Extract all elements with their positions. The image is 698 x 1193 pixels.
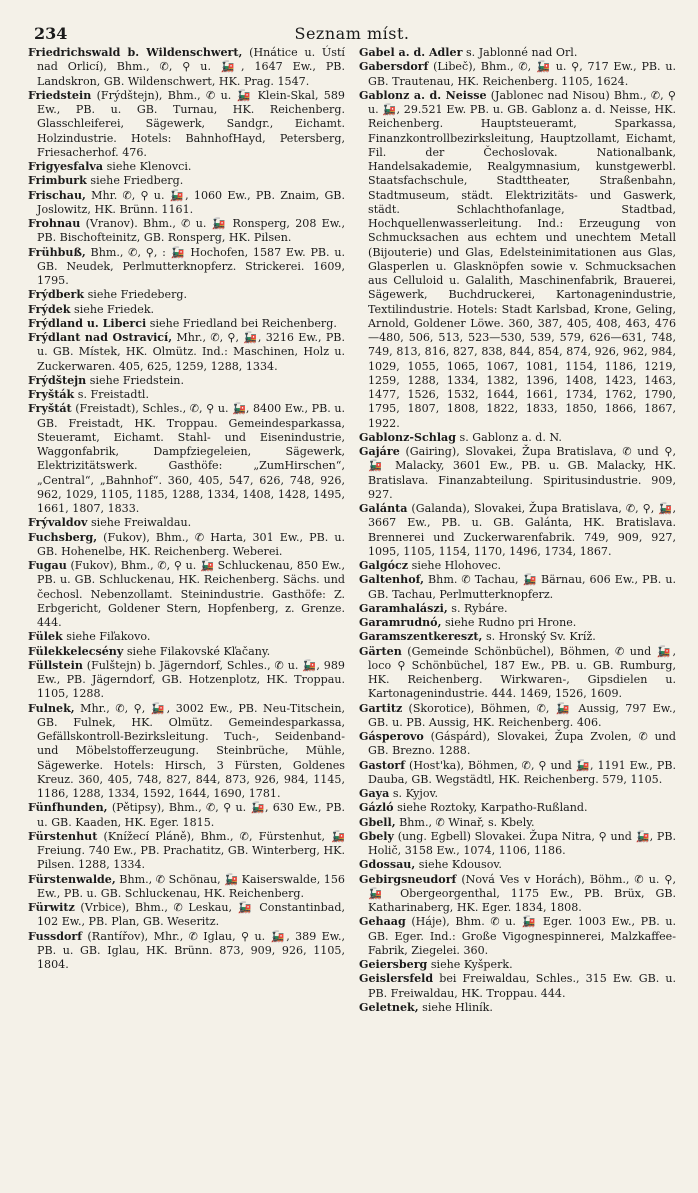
entry-text: Bhm., ✆, ⚲, : 🚂 Hochofen, 1587 Ew. PB. u. GB. Neudek, Perlmutterknopferz. Strickerei. 1609, 1795.: [37, 245, 346, 287]
entry-headword: Friedrichswald b. Wildenschwert,: [28, 46, 243, 59]
index-entry: [359, 559, 676, 573]
index-entry: [28, 531, 345, 560]
entry-headword: Gbely: [359, 829, 394, 843]
entry-text: s. Jablonné nad Orl.: [465, 46, 578, 59]
entry-text: (Skorotice), Böhmen, ✆, 🚂 Aussig, 797 Ew., GB. u. PB. Aussig, HK. Reichenberg. 406.: [368, 701, 676, 729]
entry-headword: Fürstenhut: [28, 829, 98, 843]
entry-headword: Garamhalászi,: [359, 601, 448, 615]
index-entry: [28, 46, 345, 89]
entry-headword: Frývaldov: [28, 516, 88, 530]
entry-headword: Galgócz: [359, 559, 409, 572]
index-entry: [28, 645, 345, 659]
entry-headword: Gásperovo: [359, 730, 424, 743]
entry-headword: Frohnau: [28, 217, 81, 230]
entry-headword: Garamszentkereszt,: [359, 630, 483, 644]
entry-text: (Freistadt), Schles., ✆, ⚲ u. 🚂, 8400 Ew., PB. u. GB. Freistadt, HK. Troppau. Gemeindesparkassa, Steueramt, Eichamt. Stahl- und Eisenindustrie, Waggonfabrik, Dampfziegeleien, Sägewerk, Elektrizitätswerk. Gasthöfe: „ZumHirschen“, „Central“, „Bahnhof“. 360, 405, 547, 626, 748, 926, 962, 1029, 1105, 1185, 1288, 1334, 1408, 1428, 1495, 1661, 1807, 1833.: [37, 402, 345, 515]
entry-text: s. Gablonz a. d. N.: [459, 430, 562, 444]
index-entry: [28, 702, 345, 802]
index-entry: [359, 730, 676, 759]
entry-headword: Frýdštejn: [28, 373, 87, 387]
entry-headword: Fussdorf: [28, 929, 83, 943]
entry-headword: Gehaag: [359, 915, 406, 929]
running-title: Seznam míst.: [294, 24, 410, 43]
index-entry: [359, 702, 676, 731]
index-entry: [359, 89, 676, 431]
entry-text: s. Freistadtl.: [77, 388, 150, 401]
entry-headword: Fugau: [28, 559, 67, 572]
entry-headword: Fürwitz: [28, 901, 75, 914]
entry-headword: Geletnek,: [359, 1000, 419, 1014]
entry-text: Mhr., ✆, ⚲, 🚂, 3002 Ew., PB. Neu-Titschein, GB. Fulnek, HK. Olmütz. Gemeindesparkassa, Gefällskontroll-Bezirksleitung. Tuch-, Seidenband- und Möbelstofferzeugung. Steinbrüche, Mühle, Sägewerke. Hotels: Hirsch, 3 Fürsten, Goldenes Kreuz. 360, 405, 748, 827, 844, 873, 926, 984, 1145, 1186, 1288, 1334, 1592, 1644, 1690, 1781.: [37, 701, 345, 800]
entry-text: siehe Rudno pri Hrone.: [444, 616, 577, 629]
entry-headword: Frýdlant nad Ostravicí,: [28, 331, 173, 344]
entry-headword: Fryštát: [28, 402, 72, 416]
index-entry: [28, 516, 345, 530]
entry-text: siehe Friedeberg.: [87, 288, 188, 302]
entry-headword: Frýdek: [28, 302, 71, 316]
index-entry: [28, 930, 345, 973]
entry-headword: Gartitz: [359, 701, 403, 715]
entry-headword: Gastorf: [359, 758, 406, 772]
entry-text: siehe Friedberg.: [90, 174, 184, 188]
entry-text: siehe Fiľakovo.: [66, 630, 151, 644]
entry-text: s. Kyjov.: [392, 787, 439, 800]
entry-text: (Fukov), Bhm., ✆, ⚲ u. 🚂 Schluckenau, 850 Ew., PB. u. GB. Schluckenau, HK. Reichenberg. Sächs. und čechosl. Nebenzollamt. Steinindustrie. Gasthöfe: Z. Erbgericht, Goldener Stern, Hopfenberg, z. Grenze. 444.: [37, 559, 345, 629]
entry-text: siehe Filakovské Kľačany.: [126, 644, 271, 658]
entry-headword: Friedstein: [28, 88, 92, 102]
index-entry: [28, 630, 345, 644]
entry-text: siehe Roztoky, Karpatho-Rußland.: [397, 801, 588, 815]
entry-headword: Frýdland u. Liberci: [28, 316, 147, 330]
index-entry: [28, 189, 345, 218]
entry-text: siehe Friedek.: [74, 302, 155, 316]
entry-text: Bhm. ✆ Tachau, 🚂 Bärnau, 606 Ew., PB. u. GB. Tachau, Perlmutterknopferz.: [368, 573, 676, 601]
entry-headword: Gablonz a. d. Neisse: [359, 88, 487, 102]
index-entry: [28, 374, 345, 388]
index-entry: [28, 801, 345, 830]
entry-headword: Geislersfeld: [359, 972, 434, 986]
entry-headword: Geiersberg: [359, 958, 428, 971]
index-entry: [359, 502, 676, 559]
page-header: [28, 14, 676, 44]
entry-text: siehe Kyšperk.: [430, 958, 513, 971]
entry-headword: Füllstein: [28, 658, 83, 672]
index-entry: [359, 915, 676, 958]
entry-headword: Gärten: [359, 644, 402, 658]
index-entry: [28, 246, 345, 289]
index-entry: [359, 46, 676, 60]
page-number: 234: [34, 24, 68, 43]
entry-headword: Frischau,: [28, 188, 86, 202]
index-entry: [28, 901, 345, 930]
entry-headword: Gajáre: [359, 445, 400, 458]
entry-headword: Gabel a. d. Adler: [359, 46, 463, 59]
entry-text: (ung. Egbell) Slovakei. Župa Nitra, ⚲ und 🚂, PB. Holič, 3158 Ew., 1074, 1106, 1186.: [368, 829, 677, 857]
entry-headword: Fuchsberg,: [28, 530, 98, 544]
entry-text: (Nová Ves v Horách), Böhm., ✆ u. ⚲, 🚂 Obergeorgenthal, 1175 Ew., PB. Brüx, GB. Katharinaberg, HK. Eger. 1834, 1808.: [368, 872, 677, 914]
index-entry: [359, 645, 676, 702]
index-entry: [28, 317, 345, 331]
index-entry: [359, 630, 676, 644]
entry-headword: Gázló: [359, 801, 394, 815]
entry-text: (Host'ka), Böhmen, ✆, ⚲ und 🚂, 1191 Ew., PB. Dauba, GB. Wegstädtl, HK. Reichenberg. 579, 1105.: [368, 758, 676, 786]
entry-text: (Rantířov), Mhr., ✆ Iglau, ⚲ u. 🚂, 389 Ew., PB. u. GB. Iglau, HK. Brünn. 873, 909, 926, 1105, 1804.: [37, 929, 345, 971]
index-entry: [28, 659, 345, 702]
column-left: [28, 46, 345, 1015]
index-entry: [28, 873, 345, 902]
entry-headword: Fürstenwalde,: [28, 872, 116, 886]
entry-headword: Frimburk: [28, 174, 87, 188]
entry-text: siehe Hlohovec.: [411, 559, 501, 572]
index-entry: [359, 816, 676, 830]
entry-headword: Frýdberk: [28, 288, 85, 302]
entry-headword: Frühbuß,: [28, 245, 86, 259]
entry-text: Bhm., ✆ Schönau, 🚂 Kaiserswalde, 156 Ew., PB. u. GB. Schluckenau, HK. Reichenberg.: [37, 872, 345, 900]
entry-text: Mhr. ✆, ⚲ u. 🚂, 1060 Ew., PB. Znaim, GB. Joslowitz, HK. Brünn. 1161.: [37, 188, 345, 216]
index-entry: [359, 445, 676, 502]
entry-text: (Háje), Bhm. ✆ u. 🚂 Eger. 1003 Ew., PB. u. GB. Eger. Ind.: Große Vigognespinnerei, Malzkaffee-Fabrik, Ziegelei. 360.: [368, 915, 676, 957]
entry-text: siehe Klenovci.: [106, 160, 192, 173]
entry-text: (Jablonec nad Nisou) Bhm., ✆, ⚲ u. 🚂, 29.521 Ew. PB. u. GB. Gablonz a. d. Neisse, HK. Reichenberg. Hauptsteueramt, Sparkassa, Finanzkontrollbezirksleitung, Hauptzollamt, Eichamt, Fil. der Čechoslovak. Nationalbank, Handelsakademie, Realgymnasium, kunstgewerbl. Staatsfachschule, Stadttheater, Straßenbahn, Stadtmuseum, städt. Elektrizitäts- und Gaswerk, städt. Schlachthofanlage, Stadtbad, Hochquellenwasserleitung. Ind.: Erzeugung von Schmucksachen aus echtem und unechtem Metall (Bijouterie) und Glas, Edelsteinimitationen aus Glas, Glasperlen u. Glasknöpfen sowie v. Schmucksachen aus Celluloid u. Galalith, Maschinenfabrik, Brauerei, Sägewerk, Buchdruckerei, Kartonagenindustrie, Textilindustrie. Hotels: Stadt Karlsbad, Krone, Geling, Arnold, Goldener Löwe. 360, 387, 405, 408, 463, 476—480, 506, 513, 523—530, 539, 579, 626—631, 748, 749, 813, 816, 827, 838, 844, 854, 874, 926, 962, 984, 1029, 1055, 1065, 1067, 1081, 1154, 1186, 1219, 1259, 1288, 1334, 1382, 1396, 1408, 1423, 1463, 1477, 1526, 1532, 1644, 1661, 1734, 1762, 1790, 1795, 1807, 1808, 1822, 1833, 1850, 1866, 1867, 1922.: [368, 88, 676, 430]
index-entry: [359, 873, 676, 916]
index-entry: [28, 559, 345, 630]
entry-text: (Fulštejn) b. Jägerndorf, Schles., ✆ u. 🚂, 989 Ew., PB. Jägerndorf, GB. Hotzenplotz, HK. Troppau. 1105, 1288.: [37, 658, 345, 701]
index-entry: [359, 858, 676, 872]
index-entry: [28, 303, 345, 317]
entry-text: Mhr., ✆, ⚲, 🚂, 3216 Ew., PB. u. GB. Místek, HK. Olmütz. Ind.: Maschinen, Holz u. Zuckerwaren. 405, 625, 1259, 1288, 1334.: [37, 331, 345, 373]
entry-text: Bhm., ✆ Winař, s. Kbely.: [399, 815, 535, 829]
index-entry: [359, 759, 676, 788]
entry-headword: Gbell,: [359, 815, 396, 829]
entry-text: siehe Kdousov.: [418, 858, 502, 872]
entry-text: (Pětipsy), Bhm., ✆, ⚲ u. 🚂, 630 Ew., PB. u. GB. Kaaden, HK. Eger. 1815.: [37, 801, 346, 829]
index-entry: [359, 787, 676, 801]
entry-text: (Hnátice u. Ústí nad Orlicí), Bhm., ✆, ⚲ u. 🚂, 1647 Ew., PB. Landskron, GB. Wildenschwert, HK. Prag. 1547.: [37, 46, 345, 88]
entry-text: bei Freiwaldau, Schles., 315 Ew. GB. u. PB. Freiwaldau, HK. Troppau. 444.: [368, 972, 676, 1000]
entry-headword: Gabersdorf: [359, 60, 429, 74]
entry-headword: Garamrudnó,: [359, 616, 442, 629]
entry-text: (Gairing), Slovakei, Župa Bratislava, ✆ und ⚲, 🚂 Malacky, 3601 Ew., PB. u. GB. Malacky, HK. Bratislava. Finanzabteilung. Spiritusindustrie. 909, 927.: [368, 445, 676, 501]
entry-text: (Libeč), Bhm., ✆, 🚂 u. ⚲, 717 Ew., PB. u. GB. Trautenau, HK. Reichenberg. 1105, 1624.: [368, 60, 676, 88]
entry-headword: Gebirgsneudorf: [359, 872, 457, 886]
index-entry: [359, 431, 676, 445]
index-entry: [359, 958, 676, 972]
entry-text: (Gemeinde Schönbüchel), Böhmen, ✆ und 🚂, loco ⚲ Schönbüchel, 187 Ew., PB. u. GB. Rumburg, HK. Reichenberg. Wirkwaren-, Gipsdielen u. Kartonagenindustrie. 444. 1469, 1526, 1609.: [368, 644, 676, 701]
index-entry: [28, 89, 345, 160]
index-entry: [28, 331, 345, 374]
entry-headword: Gaya: [359, 787, 390, 800]
index-entry: [28, 174, 345, 188]
entry-text: (Galanda), Slovakei, Župa Bratislava, ✆, ⚲, 🚂, 3667 Ew., PB. u. GB. Galánta, HK. Bratislava. Brennerei und Zuckerwarenfabrik. 749, 909, 927, 1095, 1105, 1154, 1170, 1496, 1734, 1867.: [368, 502, 676, 558]
entry-text: (Gáspárd), Slovakei, Župa Zvolen, ✆ und GB. Brezno. 1288.: [368, 730, 676, 758]
entry-text: siehe Hliník.: [422, 1000, 493, 1014]
entry-headword: Fülek: [28, 630, 63, 644]
entry-text: s. Rybáre.: [451, 601, 508, 615]
index-entry: [359, 60, 676, 89]
index-entry: [28, 388, 345, 402]
index-entry: [359, 602, 676, 616]
entry-headword: Fülekkelecsény: [28, 644, 124, 658]
entry-text: (Vranov). Bhm., ✆ u. 🚂 Ronsperg, 208 Ew., PB. Bischofteinitz, GB. Ronsperg, HK. Pilsen.: [37, 217, 345, 245]
index-entry: [359, 801, 676, 815]
index-entry: [359, 972, 676, 1001]
index-entry: [359, 1001, 676, 1015]
index-entry: [28, 830, 345, 873]
entry-text: (Vrbice), Bhm., ✆ Leskau, 🚂 Constantinbad, 102 Ew., PB. Plan, GB. Weseritz.: [37, 901, 345, 929]
entry-text: siehe Freiwaldau.: [90, 516, 192, 530]
index-entry: [28, 217, 345, 246]
index-entry: [359, 616, 676, 630]
entry-headword: Frigyesfalva: [28, 160, 104, 173]
entry-headword: Galánta: [359, 502, 408, 515]
index-entry: [359, 573, 676, 602]
columns: [28, 46, 676, 1015]
index-entry: [28, 402, 345, 516]
entry-headword: Gdossau,: [359, 858, 416, 872]
index-entry: [28, 288, 345, 302]
entry-text: (Frýdštejn), Bhm., ✆ u. 🚂 Klein-Skal, 589 Ew., PB. u. GB. Turnau, HK. Reichenberg. Glasschleiferei, Sägewerk, Sandgr., Eichamt. Holzindustrie. Hotels: BahnhofHayd, Petersberg, Friesacherhof. 476.: [37, 88, 345, 159]
index-entry: [28, 160, 345, 174]
entry-headword: Galtenhof,: [359, 573, 424, 587]
entry-headword: Fünfhunden,: [28, 801, 108, 815]
column-right: [359, 46, 676, 1015]
entry-text: (Fukov), Bhm., ✆ Harta, 301 Ew., PB. u. GB. Hohenelbe, HK. Reichenberg. Weberei.: [37, 530, 345, 558]
entry-headword: Gablonz-Schlag: [359, 430, 456, 444]
entry-headword: Fryšták: [28, 388, 75, 401]
entry-text: siehe Friedstein.: [89, 373, 184, 387]
index-entry: [359, 830, 676, 859]
entry-headword: Fulnek,: [28, 701, 75, 715]
entry-text: s. Hronský Sv. Kríž.: [485, 630, 596, 644]
entry-text: (Knížecí Pláně), Bhm., ✆, Fürstenhut, 🚂 Freiung. 740 Ew., PB. Prachatitz, GB. Winterberg, HK. Pilsen. 1288, 1334.: [37, 829, 345, 872]
entry-text: siehe Friedland bei Reichenberg.: [149, 316, 337, 330]
